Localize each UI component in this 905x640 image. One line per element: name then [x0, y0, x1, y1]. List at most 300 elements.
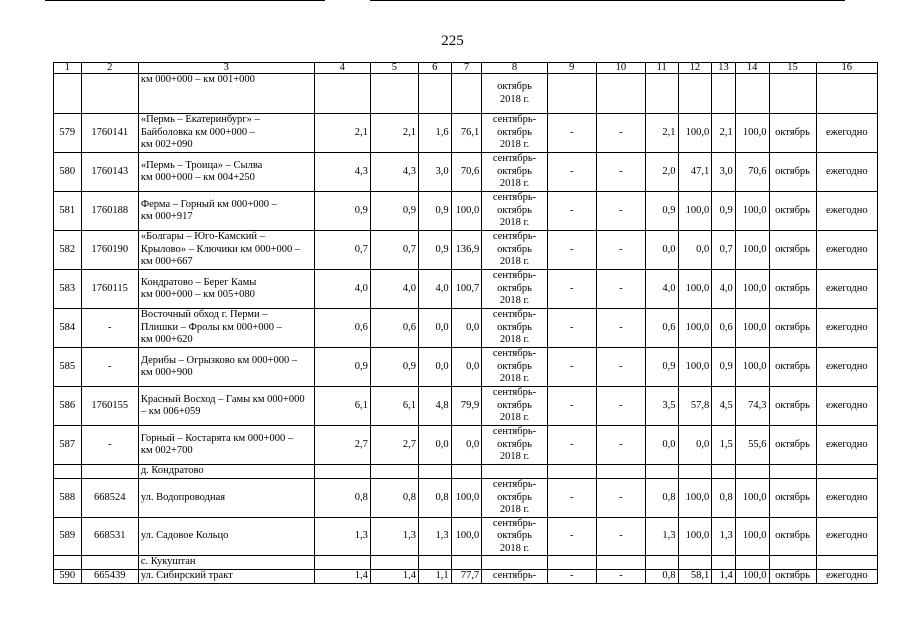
- road-name: [138, 387, 314, 426]
- value-cell: 6,1: [314, 387, 370, 426]
- empty-cell: [735, 74, 769, 114]
- value-cell: 2,7: [370, 426, 418, 465]
- empty-cell: [314, 74, 370, 114]
- month-cell: октябрь: [769, 348, 816, 387]
- empty-cell: [370, 556, 418, 570]
- value-cell: 2,7: [314, 426, 370, 465]
- value-cell: 100,0: [678, 192, 712, 231]
- road-name: [138, 426, 314, 465]
- empty-cell: [816, 465, 877, 479]
- empty-cell: [81, 465, 138, 479]
- month-cell: октябрь: [769, 309, 816, 348]
- value-cell: 100,0: [735, 570, 769, 584]
- value-cell: 6,1: [370, 387, 418, 426]
- value-cell: 0,0: [451, 309, 482, 348]
- row-number: 584: [54, 309, 82, 348]
- value-cell: 100,0: [735, 114, 769, 153]
- road-name-line: Байболовка км 000+000 –: [140, 126, 255, 138]
- work-period-line: сентябрь-: [492, 570, 537, 581]
- value-cell: 100,7: [451, 270, 482, 309]
- value-cell: 2,0: [645, 153, 678, 192]
- value-cell: 0,8: [645, 479, 678, 518]
- work-period-line: 2018 г.: [499, 139, 530, 151]
- work-period-line: октябрь: [497, 530, 532, 541]
- value-cell: -: [596, 517, 645, 556]
- value-cell: 0,8: [314, 479, 370, 518]
- value-cell: 0,0: [418, 348, 451, 387]
- work-period: [482, 387, 547, 426]
- empty-cell: [735, 556, 769, 570]
- work-period-line: сентябрь-: [492, 114, 537, 126]
- value-cell: 1,3: [418, 517, 451, 556]
- value-cell: 100,0: [735, 517, 769, 556]
- value-cell: 2,1: [712, 114, 736, 153]
- empty-cell: [769, 556, 816, 570]
- work-period-line: октябрь: [497, 204, 532, 216]
- road-name-line: км 000+000 – км 004+250: [140, 172, 255, 183]
- value-cell: 100,0: [451, 517, 482, 556]
- frequency-cell: ежегодно: [816, 153, 877, 192]
- road-code: 1760141: [81, 114, 138, 153]
- work-period-line: 2018 г.: [499, 412, 530, 424]
- header-cell: 16: [816, 63, 877, 74]
- value-cell: 0,9: [314, 192, 370, 231]
- top-rule-left: [45, 0, 325, 1]
- value-cell: 0,0: [451, 426, 482, 465]
- work-period: [482, 270, 547, 309]
- road-name-line: км 000+917: [140, 211, 193, 222]
- work-period: [482, 114, 547, 153]
- road-name-line: ул. Водопроводная: [140, 491, 226, 503]
- value-cell: 74,3: [735, 387, 769, 426]
- value-cell: -: [596, 479, 645, 518]
- road-name-line: Восточный обход г. Перми –: [140, 309, 268, 321]
- road-name: [138, 270, 314, 309]
- table-row: [54, 309, 878, 348]
- value-cell: 100,0: [735, 309, 769, 348]
- road-code: 1760115: [81, 270, 138, 309]
- header-cell: 6: [418, 63, 451, 74]
- empty-cell: [547, 465, 596, 479]
- value-cell: 0,9: [645, 192, 678, 231]
- value-cell: 0,6: [712, 309, 736, 348]
- work-period-line: октябрь: [497, 360, 532, 372]
- work-period-line: 2018 г.: [499, 542, 530, 554]
- value-cell: 58,1: [678, 570, 712, 584]
- value-cell: 1,4: [314, 570, 370, 584]
- work-period: [482, 348, 547, 387]
- empty-cell: [418, 556, 451, 570]
- row-number: 587: [54, 426, 82, 465]
- row-number: 580: [54, 153, 82, 192]
- value-cell: 4,5: [712, 387, 736, 426]
- month-cell: октябрь: [769, 231, 816, 270]
- work-period-line: сентябрь-: [492, 348, 537, 360]
- empty-cell: [370, 74, 418, 114]
- road-name-line: км 002+090: [140, 139, 193, 151]
- value-cell: 1,3: [712, 517, 736, 556]
- row-number: 586: [54, 387, 82, 426]
- empty-cell: [596, 556, 645, 570]
- road-name-line: Красный Восход – Гамы км 000+000: [140, 393, 305, 405]
- value-cell: -: [547, 309, 596, 348]
- table-row: [54, 114, 878, 153]
- work-period-line: сентябрь-: [492, 231, 537, 243]
- empty-cell: [547, 74, 596, 114]
- table-row: [54, 479, 878, 518]
- frequency-cell: ежегодно: [816, 426, 877, 465]
- frequency-cell: ежегодно: [816, 570, 877, 584]
- road-name: [138, 231, 314, 270]
- work-period-line: октябрь: [497, 165, 532, 177]
- month-cell: октябрь: [769, 570, 816, 584]
- value-cell: 4,0: [418, 270, 451, 309]
- table-row: [54, 426, 878, 465]
- empty-cell: [547, 556, 596, 570]
- work-period: [482, 74, 547, 114]
- value-cell: -: [596, 231, 645, 270]
- month-cell: октябрь: [769, 426, 816, 465]
- value-cell: 57,8: [678, 387, 712, 426]
- value-cell: 77,7: [451, 570, 482, 584]
- table-row: [54, 517, 878, 556]
- value-cell: -: [596, 348, 645, 387]
- value-cell: 4,0: [645, 270, 678, 309]
- work-period-line: 2018 г.: [499, 451, 530, 463]
- top-rule-right: [370, 0, 845, 1]
- value-cell: 0,7: [712, 231, 736, 270]
- month-cell: октябрь: [769, 387, 816, 426]
- road-code: 1760188: [81, 192, 138, 231]
- month-cell: октябрь: [769, 153, 816, 192]
- value-cell: 100,0: [678, 479, 712, 518]
- value-cell: 0,0: [645, 231, 678, 270]
- empty-cell: [712, 556, 736, 570]
- value-cell: -: [547, 231, 596, 270]
- value-cell: 100,0: [678, 270, 712, 309]
- value-cell: -: [596, 426, 645, 465]
- road-code: -: [81, 426, 138, 465]
- value-cell: -: [547, 479, 596, 518]
- value-cell: 4,8: [418, 387, 451, 426]
- road-code: 665439: [81, 570, 138, 584]
- road-name-line: км 000+900: [140, 367, 193, 378]
- work-period-line: 2018 г.: [499, 256, 530, 268]
- row-number: 583: [54, 270, 82, 309]
- header-cell: 3: [138, 63, 314, 74]
- empty-cell: [645, 74, 678, 114]
- empty-cell: [370, 465, 418, 479]
- frequency-cell: ежегодно: [816, 231, 877, 270]
- work-period: [482, 517, 547, 556]
- value-cell: 0,0: [451, 348, 482, 387]
- header-cell: 10: [596, 63, 645, 74]
- value-cell: -: [547, 426, 596, 465]
- empty-cell: [451, 556, 482, 570]
- value-cell: 100,0: [735, 192, 769, 231]
- road-code: -: [81, 309, 138, 348]
- value-cell: 100,0: [678, 309, 712, 348]
- header-cell: 15: [769, 63, 816, 74]
- value-cell: 0,0: [678, 231, 712, 270]
- road-name-line: «Болгары – Юго-Камский –: [140, 231, 265, 243]
- road-name-line: «Пермь – Екатеринбург» –: [140, 114, 260, 126]
- frequency-cell: ежегодно: [816, 517, 877, 556]
- value-cell: 3,0: [712, 153, 736, 192]
- row-number: 581: [54, 192, 82, 231]
- header-cell: 4: [314, 63, 370, 74]
- road-name-line: км 000+620: [140, 334, 193, 346]
- work-period-line: 2018 г.: [499, 178, 530, 190]
- header-cell: 5: [370, 63, 418, 74]
- value-cell: -: [596, 270, 645, 309]
- road-name-line: ул. Садовое Кольцо: [140, 530, 229, 541]
- value-cell: 1,4: [712, 570, 736, 584]
- section-label: д. Кондратово: [138, 465, 314, 479]
- work-period-line: сентябрь-: [492, 270, 537, 282]
- row-number: 588: [54, 479, 82, 518]
- value-cell: 100,0: [735, 270, 769, 309]
- header-row: [54, 63, 878, 74]
- value-cell: 0,8: [418, 479, 451, 518]
- road-name-line: км 002+700: [140, 445, 193, 456]
- road-name-line: км 000+667: [140, 256, 193, 268]
- empty-cell: [769, 74, 816, 114]
- value-cell: 100,0: [678, 114, 712, 153]
- value-cell: 2,1: [645, 114, 678, 153]
- empty-cell: [418, 465, 451, 479]
- value-cell: -: [547, 270, 596, 309]
- row-number: 585: [54, 348, 82, 387]
- value-cell: 100,0: [735, 479, 769, 518]
- work-period-line: октябрь: [497, 126, 532, 138]
- header-cell: 14: [735, 63, 769, 74]
- frequency-cell: ежегодно: [816, 114, 877, 153]
- empty-cell: [645, 465, 678, 479]
- header-cell: 11: [645, 63, 678, 74]
- work-period-line: октябрь: [497, 81, 532, 92]
- empty-cell: [482, 556, 547, 570]
- work-period: [482, 309, 547, 348]
- value-cell: 0,0: [645, 426, 678, 465]
- work-period-line: сентябрь-: [492, 309, 537, 321]
- value-cell: 0,9: [314, 348, 370, 387]
- work-period: [482, 479, 547, 518]
- value-cell: 136,9: [451, 231, 482, 270]
- value-cell: 4,3: [370, 153, 418, 192]
- value-cell: 0,9: [370, 192, 418, 231]
- road-name-line: Крылово» – Ключики км 000+000 –: [140, 243, 301, 255]
- road-code: 1760190: [81, 231, 138, 270]
- empty-cell: [451, 74, 482, 114]
- road-code: 1760143: [81, 153, 138, 192]
- value-cell: -: [547, 192, 596, 231]
- empty-cell: [81, 74, 138, 114]
- section-label: с. Кукуштан: [138, 556, 314, 570]
- value-cell: 0,8: [712, 479, 736, 518]
- value-cell: 0,6: [370, 309, 418, 348]
- value-cell: 0,9: [418, 231, 451, 270]
- road-name: [138, 114, 314, 153]
- empty-cell: [735, 465, 769, 479]
- road-name-line: «Пермь – Троица» – Сылва: [140, 159, 263, 171]
- value-cell: 100,0: [451, 192, 482, 231]
- frequency-cell: ежегодно: [816, 387, 877, 426]
- work-period-line: сентябрь-: [492, 192, 537, 204]
- value-cell: 4,0: [314, 270, 370, 309]
- empty-cell: [451, 465, 482, 479]
- value-cell: -: [596, 570, 645, 584]
- table-row: [54, 387, 878, 426]
- table-row: [54, 270, 878, 309]
- value-cell: 0,0: [418, 309, 451, 348]
- header-cell: 13: [712, 63, 736, 74]
- row-number: 590: [54, 570, 82, 584]
- road-name-line: Ферма – Горный км 000+000 –: [140, 198, 277, 210]
- work-period-line: 2018 г.: [499, 334, 530, 346]
- value-cell: 0,9: [418, 192, 451, 231]
- data-table: [53, 62, 878, 584]
- empty-cell: [678, 465, 712, 479]
- empty-cell: [712, 74, 736, 114]
- work-period-line: октябрь: [497, 438, 532, 450]
- work-period-line: 2018 г.: [499, 373, 530, 385]
- value-cell: 100,0: [735, 348, 769, 387]
- work-period-line: октябрь: [497, 491, 532, 503]
- value-cell: 1,5: [712, 426, 736, 465]
- value-cell: -: [596, 309, 645, 348]
- header-cell: 1: [54, 63, 82, 74]
- empty-cell: [678, 556, 712, 570]
- header-cell: 7: [451, 63, 482, 74]
- value-cell: 100,0: [735, 231, 769, 270]
- row-number: 589: [54, 517, 82, 556]
- empty-cell: [314, 556, 370, 570]
- table-row: [54, 348, 878, 387]
- value-cell: 100,0: [678, 348, 712, 387]
- work-period-line: сентябрь-: [492, 479, 537, 490]
- value-cell: 100,0: [678, 517, 712, 556]
- road-name-line: км 000+000 – км 001+000: [140, 74, 255, 85]
- value-cell: -: [596, 192, 645, 231]
- value-cell: 55,6: [735, 426, 769, 465]
- value-cell: 0,9: [645, 348, 678, 387]
- work-period: [482, 570, 547, 584]
- value-cell: -: [596, 114, 645, 153]
- road-name-line: Плишки – Фролы км 000+000 –: [140, 321, 282, 333]
- frequency-cell: ежегодно: [816, 348, 877, 387]
- value-cell: 0,0: [678, 426, 712, 465]
- value-cell: 0,7: [370, 231, 418, 270]
- empty-cell: [418, 74, 451, 114]
- road-name: [138, 74, 314, 114]
- value-cell: 0,6: [314, 309, 370, 348]
- work-period-line: 2018 г.: [499, 217, 530, 229]
- road-name: [138, 153, 314, 192]
- table-row: [54, 153, 878, 192]
- value-cell: -: [596, 387, 645, 426]
- value-cell: 0,8: [370, 479, 418, 518]
- road-name: [138, 309, 314, 348]
- value-cell: 0,9: [712, 192, 736, 231]
- value-cell: 4,3: [314, 153, 370, 192]
- work-period: [482, 231, 547, 270]
- work-period-line: сентябрь-: [492, 517, 537, 529]
- work-period-line: октябрь: [497, 282, 532, 294]
- empty-cell: [314, 465, 370, 479]
- empty-cell: [54, 74, 82, 114]
- value-cell: 47,1: [678, 153, 712, 192]
- empty-cell: [645, 556, 678, 570]
- road-name-line: ул. Сибирский тракт: [140, 570, 233, 581]
- empty-cell: [769, 465, 816, 479]
- value-cell: -: [596, 153, 645, 192]
- value-cell: 0,9: [712, 348, 736, 387]
- value-cell: 4,0: [370, 270, 418, 309]
- value-cell: -: [547, 570, 596, 584]
- value-cell: 76,1: [451, 114, 482, 153]
- value-cell: 3,0: [418, 153, 451, 192]
- frequency-cell: ежегодно: [816, 309, 877, 348]
- value-cell: 0,7: [314, 231, 370, 270]
- road-name: [138, 479, 314, 518]
- road-name-line: км 000+000 – км 005+080: [140, 289, 255, 300]
- value-cell: 0,8: [645, 570, 678, 584]
- month-cell: октябрь: [769, 479, 816, 518]
- value-cell: 1,3: [370, 517, 418, 556]
- frequency-cell: ежегодно: [816, 270, 877, 309]
- row-number: 582: [54, 231, 82, 270]
- empty-cell: [596, 74, 645, 114]
- empty-cell: [596, 465, 645, 479]
- table-row: [54, 231, 878, 270]
- value-cell: 0,6: [645, 309, 678, 348]
- value-cell: -: [547, 153, 596, 192]
- value-cell: 4,0: [712, 270, 736, 309]
- value-cell: 1,1: [418, 570, 451, 584]
- month-cell: октябрь: [769, 114, 816, 153]
- month-cell: октябрь: [769, 270, 816, 309]
- empty-cell: [816, 74, 877, 114]
- work-period-line: сентябрь-: [492, 387, 537, 399]
- value-cell: -: [547, 114, 596, 153]
- value-cell: 70,6: [451, 153, 482, 192]
- road-name: [138, 348, 314, 387]
- road-name: [138, 570, 314, 584]
- empty-cell: [482, 465, 547, 479]
- work-period: [482, 153, 547, 192]
- frequency-cell: ежегодно: [816, 479, 877, 518]
- row-number: 579: [54, 114, 82, 153]
- road-code: -: [81, 348, 138, 387]
- value-cell: 1,4: [370, 570, 418, 584]
- table-row: [54, 570, 878, 584]
- value-cell: 2,1: [314, 114, 370, 153]
- work-period-line: октябрь: [497, 321, 532, 333]
- header-cell: 12: [678, 63, 712, 74]
- work-period-line: сентябрь-: [492, 153, 537, 165]
- value-cell: -: [547, 517, 596, 556]
- work-period-line: октябрь: [497, 399, 532, 411]
- road-code: 1760155: [81, 387, 138, 426]
- value-cell: 0,0: [418, 426, 451, 465]
- road-name: [138, 192, 314, 231]
- value-cell: 2,1: [370, 114, 418, 153]
- value-cell: 3,5: [645, 387, 678, 426]
- table-row: [54, 192, 878, 231]
- value-cell: 1,3: [645, 517, 678, 556]
- empty-cell: [54, 465, 82, 479]
